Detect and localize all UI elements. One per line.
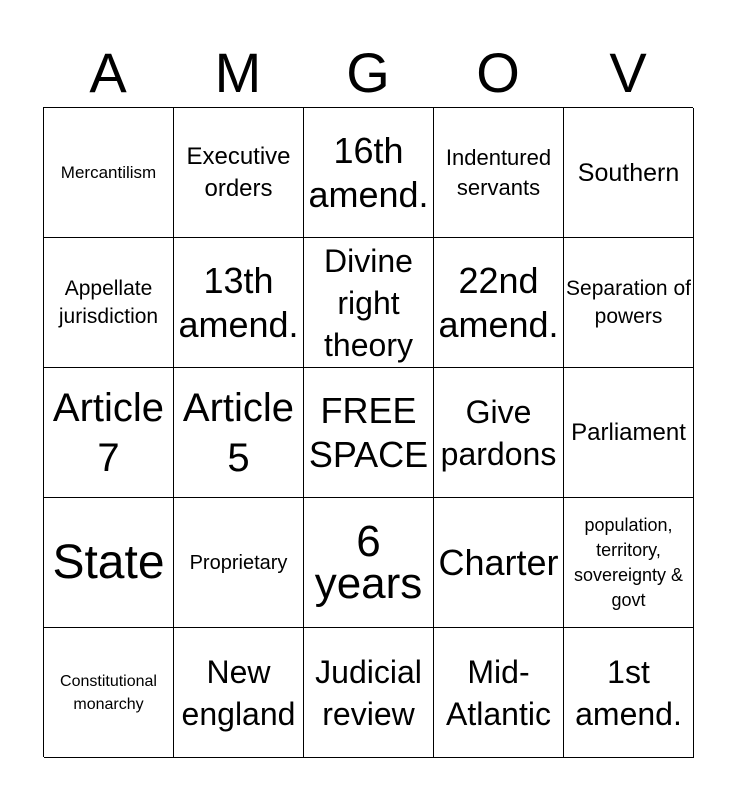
bingo-header [43,40,693,106]
cell-text: Indentured servants [445,144,552,200]
cell-text: Article 5 [182,385,295,480]
bingo-cell[interactable] [304,368,434,498]
cell-text: population, territory, sovereignty & govt [573,514,684,610]
bingo-cell[interactable] [174,498,304,628]
bingo-cell[interactable] [304,108,434,238]
header-letter: M [214,41,262,104]
bingo-cell[interactable] [304,238,434,368]
bingo-cell[interactable] [564,368,694,498]
bingo-cell[interactable] [564,108,694,238]
cell-text: FREE SPACE [308,389,429,475]
header-letter: G [346,41,390,104]
cell-text: Judicial review [315,653,422,732]
bingo-cell[interactable] [44,498,174,628]
bingo-cell[interactable] [44,108,174,238]
bingo-cell[interactable] [44,238,174,368]
cell-text: Mercantilism [60,162,157,182]
bingo-cell[interactable] [174,238,304,368]
cell-text: 13th amend. [178,259,299,345]
cell-text: Parliament [571,418,686,446]
cell-text: 16th amend. [308,129,429,215]
cell-text: Executive orders [186,142,291,202]
bingo-cell[interactable] [174,628,304,758]
cell-text: 1st amend. [575,653,682,732]
bingo-cell[interactable] [434,368,564,498]
bingo-cell[interactable] [434,108,564,238]
cell-text: Charter [438,541,559,583]
cell-text: Give pardons [440,393,557,472]
cell-text: New england [181,653,296,732]
cell-text: Separation of powers [566,276,691,328]
bingo-cell[interactable] [564,628,694,758]
cell-text: 22nd amend. [438,259,559,345]
cell-text: Constitutional monarchy [60,672,157,713]
bingo-cell[interactable] [434,238,564,368]
bingo-grid [43,107,693,757]
cell-text: State [52,535,165,589]
bingo-cell[interactable] [44,628,174,758]
bingo-cell[interactable] [174,368,304,498]
bingo-cell[interactable] [564,238,694,368]
bingo-cell[interactable] [304,628,434,758]
cell-text: 6 years [314,516,423,608]
cell-text: Proprietary [189,551,288,574]
header-letter: O [476,41,520,104]
bingo-cell[interactable] [44,368,174,498]
bingo-cell[interactable] [434,498,564,628]
bingo-cell[interactable] [564,498,694,628]
cell-text: Mid-Atlantic [446,653,551,732]
cell-text: Article 7 [52,385,165,480]
bingo-cell[interactable] [434,628,564,758]
header-letter: A [89,41,127,104]
bingo-cell[interactable] [304,498,434,628]
header-letter: V [609,41,647,104]
bingo-cell[interactable] [174,108,304,238]
cell-text: Appellate jurisdiction [58,276,159,328]
cell-text: Divine right theory [324,242,413,363]
cell-text: Southern [577,158,680,187]
